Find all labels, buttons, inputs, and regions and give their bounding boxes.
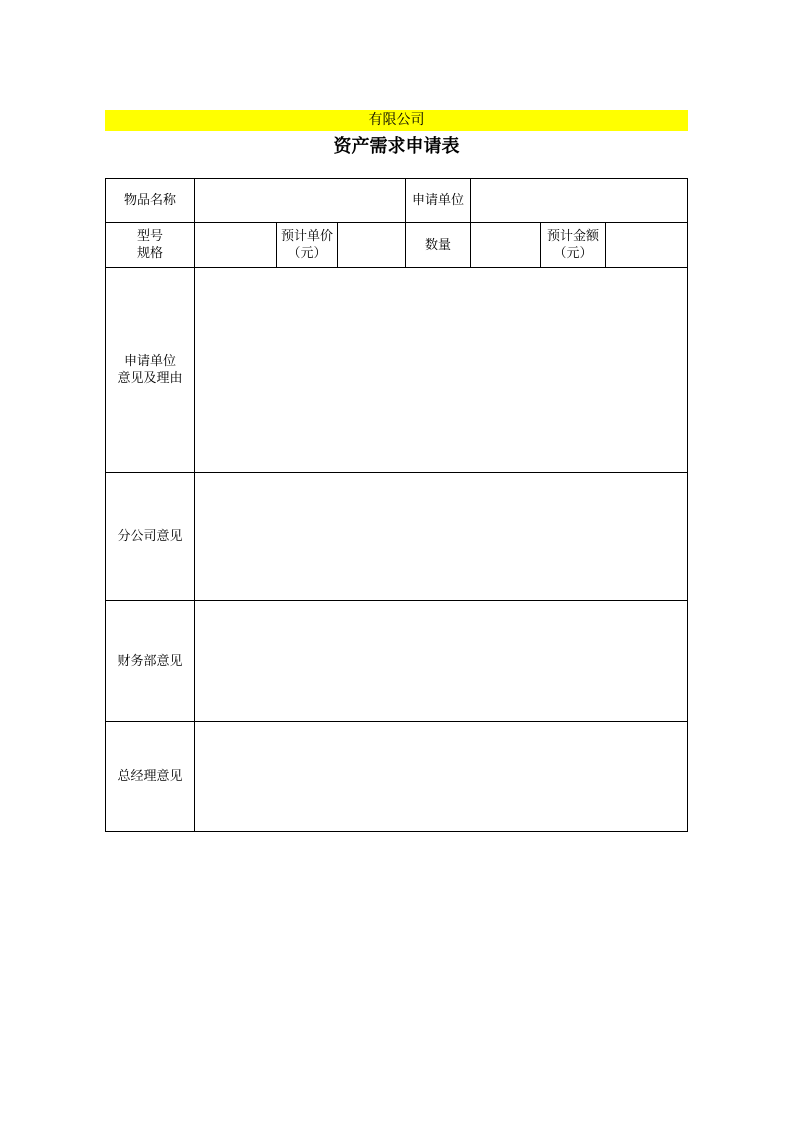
- unit-price-field[interactable]: [337, 222, 406, 268]
- gm-opinion-field[interactable]: [194, 721, 688, 832]
- estimated-amount-label: [540, 222, 606, 268]
- unit-price-unit: （元）: [287, 246, 327, 261]
- estimated-amount-unit: （元）: [553, 246, 593, 261]
- applicant-opinion-field[interactable]: [194, 267, 688, 473]
- unit-price-label-text: 预计单价: [280, 229, 333, 244]
- quantity-field[interactable]: [470, 222, 541, 268]
- applicant-opinion-label: [105, 267, 195, 473]
- applicant-unit-field[interactable]: [470, 178, 688, 223]
- estimated-amount-label-text: 预计金额: [546, 229, 599, 244]
- spec-label: 规格: [136, 246, 163, 261]
- model-spec-label: [105, 222, 195, 268]
- model-spec-field[interactable]: [194, 222, 277, 268]
- form-title: 资产需求申请表: [333, 136, 460, 157]
- model-label: 型号: [136, 229, 163, 244]
- item-name-label: 物品名称: [105, 178, 195, 223]
- finance-opinion-label: 财务部意见: [105, 600, 195, 722]
- branch-opinion-label: 分公司意见: [105, 472, 195, 601]
- item-name-field[interactable]: [194, 178, 406, 223]
- finance-opinion-field[interactable]: [194, 600, 688, 722]
- asset-request-form-table: [105, 178, 688, 832]
- applicant-unit-label: 申请单位: [405, 178, 471, 223]
- applicant-opinion-label-line2: 意见及理由: [117, 371, 183, 386]
- company-name-banner: 有限公司: [105, 110, 688, 131]
- applicant-opinion-label-line1: 申请单位: [123, 354, 176, 369]
- branch-opinion-field[interactable]: [194, 472, 688, 601]
- gm-opinion-label: 总经理意见: [105, 721, 195, 832]
- quantity-label: 数量: [405, 222, 471, 268]
- unit-price-label: [276, 222, 338, 268]
- estimated-amount-field[interactable]: [605, 222, 688, 268]
